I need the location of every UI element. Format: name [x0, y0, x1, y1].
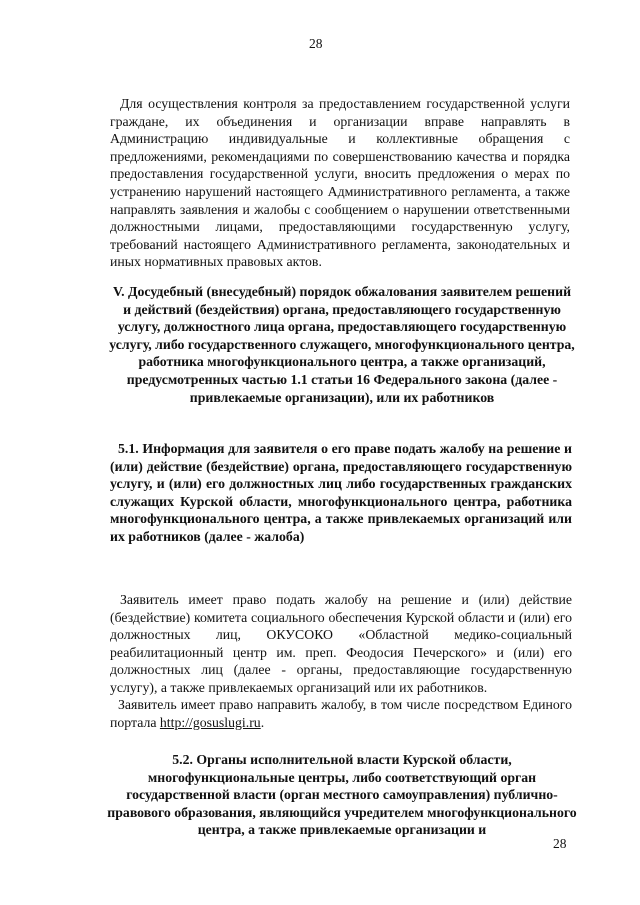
page-number-bottom: 28 [553, 836, 567, 851]
paragraph-portal [110, 696, 572, 731]
gosuslugi-link[interactable]: http://gosuslugi.ru [159, 714, 261, 730]
paragraph-portal-prefix: Заявитель имеет право направить жалобу, в том числе посредством Единого портала [110, 697, 572, 730]
page-number-top: 28 [309, 36, 323, 51]
paragraph-control: Для осуществления контроля за предоставлением государственной услуги граждане, их объединения и организации вправе направлять в Администрацию индивидуальные и коллективные обращения с предложениями, рекомендациями по совершенствованию качества и порядка предоставления государственной услуги, вносить предложения о мерах по устранению нарушений настоящего Административного регламента, а также направлять заявления и жалобы с сообщением о нарушении ответственными должностными лицами, предоставляющими государственную услугу, требований настоящего Административного регламента, законодательных и иных нормативных правовых актов. [110, 96, 570, 270]
section-5-1-heading: 5.1. Информация для заявителя о его праве подать жалобу на решение и (или) действие (бездействие) органа, предоставляющего государственную услугу, и (или) его должностных лиц либо государственных гражданских служащих Курской области, многофункционального центра, работника многофункционального центра, а также привлекаемых организаций или их работников (далее - жалоба) [110, 441, 572, 544]
section-v-heading: V. Досудебный (внесудебный) порядок обжалования заявителем решений и действий (бездействия) органа, предоставляющего государственную услугу, должностного лица органа, предоставляющего государственную услугу, либо государственного служащего, многофункционального центра, работника многофункционального центра, а также организаций, предусмотренных частью 1.1 статьи 16 Федерального закона (далее - привлекаемые организации), или их работников [109, 284, 575, 405]
paragraph-right-to-complain: Заявитель имеет право подать жалобу на решение и (или) действие (бездействие) комитета социального обеспечения Курской области и (или) его должностных лиц, ОКУСОКО «Областной медико-социальный реабилитационный центр им. преп. Феодосия Печерского» и (или) его должностных лиц (далее - органы, предоставляющие государственную услугу), а также привлекаемых организаций или их работников. [110, 592, 572, 695]
section-5-2-heading: 5.2. Органы исполнительной власти Курской области, многофункциональные центры, либо соответствующий орган государственной власти (орган местного самоуправления) публично-правового образования, являющийся учредителем многофункционального центра, а также привлекаемые организации и [107, 752, 577, 838]
paragraph-portal-suffix: . [260, 714, 265, 730]
